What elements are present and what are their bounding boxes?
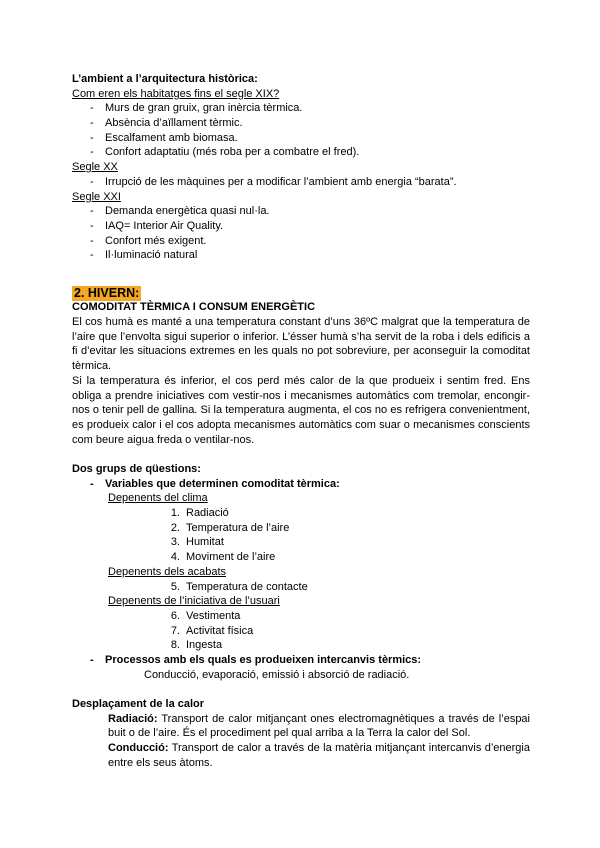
numbered-item: 2. Temperatura de l’aire	[170, 521, 290, 534]
bullet-dash: -	[90, 175, 94, 188]
bullet-dash: -	[90, 131, 94, 144]
bullet-dash: -	[90, 146, 94, 159]
paragraph: El cos humà es manté a una temperatura constant d’uns 36ºC malgrat que la temperatura de l’aire que l’envolta sigui superior o inferior. L’ésser humà s’ha servit de la roba i dels edificis a fi d’evitar les situacions extremes en les quals no pot sobreviure, per aconseguir la comoditat tèrmica.	[72, 316, 530, 373]
bullet-dash: -	[90, 249, 94, 262]
subgroup-title: Depenents del clima	[108, 492, 208, 505]
list-item: - Irrupció de les màquines per a modificar l’ambient amb energia “barata”.	[90, 175, 457, 188]
numbered-item: 6. Vestimenta	[170, 609, 241, 622]
definition-radiacio: Radiació: Transport de calor mitjançant ones electromagnètiques a través de l’espai buit o de l’aire. És el procediment pel qual arriba a la Terra la calor del Sol.	[108, 712, 530, 740]
century-heading: Segle XXI	[72, 190, 121, 203]
list-item: - Variables que determinen comoditat tèrmica:	[90, 477, 340, 490]
subgroup-title: Depenents de l’iniciativa de l’usuari	[108, 595, 280, 608]
list-item: - Il·luminació natural	[90, 249, 198, 262]
question-heading: Com eren els habitatges fins el segle XIX?	[72, 87, 280, 100]
bullet-dash: -	[90, 102, 94, 115]
numbered-item: 5. Temperatura de contacte	[170, 580, 308, 593]
list-item: - Murs de gran gruix, gran inèrcia tèrmica.	[90, 102, 303, 115]
subgroup-title: Depenents dels acabats	[108, 565, 227, 578]
bullet-dash: -	[90, 219, 94, 232]
definition-conduccio: Conducció: Transport de calor a través de la matèria mitjançant intercanvis d’energia entre els seus àtoms.	[108, 742, 530, 769]
list-item: - Confort més exigent.	[90, 234, 207, 247]
heat-transfer-title: Desplaçament de la calor	[72, 698, 205, 711]
list-item: - IAQ= Interior Air Quality.	[90, 219, 224, 232]
numbered-item: 4. Moviment de l’aire	[170, 551, 276, 564]
bullet-dash: -	[90, 205, 94, 218]
list-item: - Confort adaptatiu (més roba per a combatre el fred).	[90, 146, 360, 159]
list-item: - Absència d’aïllament tèrmic.	[90, 117, 243, 130]
section-title: L’ambient a l’arquitectura històrica:	[72, 73, 258, 85]
list-item: - Processos amb els quals es produeixen intercanvis tèrmics:	[90, 653, 422, 666]
section-subheading: COMODITAT TÈRMICA I CONSUM ENERGÈTIC	[72, 301, 316, 314]
numbered-item: 7. Activitat física	[170, 624, 254, 637]
paragraph: Si la temperatura és inferior, el cos perd més calor de la que produeix i sentim fred. Ens obliga a prendre iniciatives com vestir-nos i mecanismes automàtics com tremolar, encongir-nos o tenir pell de gallina. Si la temperatura augmenta, el cos no es refrigera convenientment, es produeix calor i el cos adopta mecanismes automàtics com suar o mecanismes conscients com beure aigua freda o ventilar-nos.	[72, 374, 530, 446]
bullet-dash: -	[90, 117, 94, 130]
numbered-item: 8. Ingesta	[170, 639, 223, 652]
century-heading: Segle XX	[72, 161, 118, 174]
bullet-dash: -	[90, 653, 94, 666]
groups-title: Dos grups de qüestions:	[72, 463, 201, 476]
section-heading-hivern: 2. HIVERN:	[74, 285, 140, 300]
list-item: - Escalfament amb biomasa.	[90, 131, 238, 144]
numbered-item: 3. Humitat	[170, 536, 224, 549]
bullet-dash: -	[90, 234, 94, 247]
bullet-dash: -	[90, 477, 94, 490]
process-text: Conducció, evaporació, emissió i absorció de radiació.	[144, 668, 410, 681]
list-item: - Demanda energètica quasi nul·la.	[90, 205, 270, 218]
document-page	[72, 72, 530, 771]
numbered-item: 1. Radiació	[170, 507, 229, 520]
